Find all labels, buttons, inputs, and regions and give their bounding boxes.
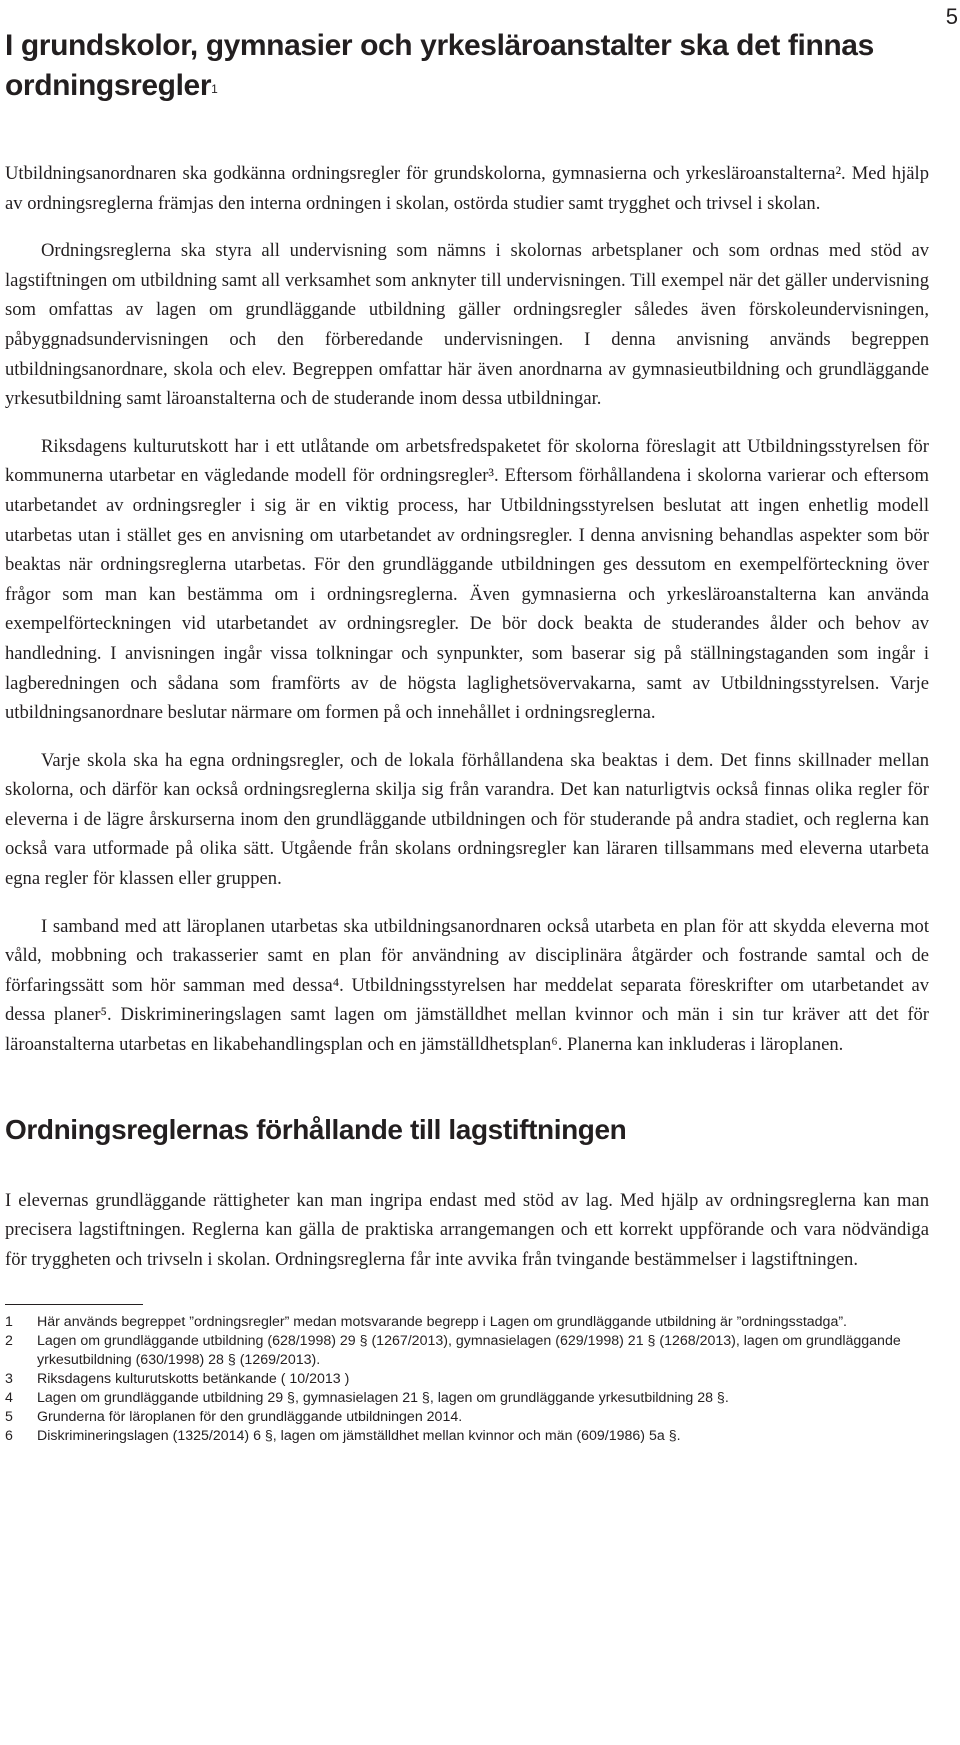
footnote-text: Grunderna för läroplanen för den grundläggande utbildningen 2014. [37,1409,463,1426]
footnote-text: Lagen om grundläggande utbildning 29 §, gymnasielagen 21 §, lagen om grundläggande yrkesutbildning 28 §. [37,1390,729,1407]
footnote-number: 2 [5,1333,13,1350]
footnote-item [5,1389,929,1408]
paragraph-school-rules: Varje skola ska ha egna ordningsregler, och de lokala förhållandena ska beaktas i dem. Det finns skillnader mellan skolorna, och därför kan också ordningsreglerna skilja sig från varandra. Det kan naturligtvis också finnas olika regler för eleverna i de lägre årskurserna inom den grundläggande utbildningen och för studerande på andra stadiet, och reglerna kan också vara utformade på olika sätt. Utgående från skolans ordningsregler kan läraren tillsammans med eleverna utarbeta egna regler för klassen eller gruppen. [5,749,929,890]
page-number: 5 [945,4,958,29]
footnote-item [5,1370,929,1389]
paragraph-scope: Ordningsreglerna ska styra all undervisning som nämns i skolornas arbetsplaner och som ordnas med stöd av lagstiftningen om utbildning samt all verksamhet som anknyter till undervisningen. Till exempel när det gäller undervisning som omfattas av lagen om grundläggande utbildning gäller ordningsregler således även förskoleundervisningen, påbyggnadsundervisningen och den förberedande undervisningen. I denna anvisning används begreppen utbildningsanordnare, skola och elev. Begreppen omfattar här även anordnarna av gymnasieutbildning och grundläggande yrkesutbildning samt läroanstalterna och de studerande inom dessa utbildningar. [5,240,929,410]
paragraph-kulturutskott: Riksdagens kulturutskott har i ett utlåtande om arbetsfredspaketet för skolorna föreslagit att Utbildningsstyrelsen för kommunerna utarbetar en vägledande modell för ordningsregler³. Eftersom förhållandena i skolorna varierar och eftersom utarbetandet av ordningsregler i sig är en viktig process, har Utbildningsstyrelsen beslutat att ingen enhetlig modell utarbetas utan i stället ges en anvisning om utarbetandet av ordningsregler. I denna anvisning behandlas aspekter som bör beaktas när ordningsreglerna utarbetas. För den grundläggande utbildningen ges dessutom en exempelförteckning över frågor som man kan bestämma om i ordningsreglerna. Även gymnasierna och yrkesläroanstalterna kan använda exempelförteckningen vid utarbetandet av ordningsregler. De bör dock beakta de studerandes ålder och behov av handledning. I anvisningen ingår vissa tolkningar och synpunkter, som baserar sig på ställningstaganden som ingår i lagberedningen och sådana som framförts av de högsta laglighetsövervakarna, samt av Utbildningsstyrelsen. Varje utbildningsanordnare beslutar närmare om formen på och innehållet i ordningsreglerna. [5,435,929,724]
footnote-item [5,1313,929,1332]
paragraph-plans: I samband med att läroplanen utarbetas ska utbildningsanordnaren också utarbeta en plan för att skydda eleverna mot våld, mobbning och trakasserier samt en plan för användning av disciplinära åtgärder och fostrande samtal och de förfaringssätt som hör samman med dessa⁴. Utbildningsstyrelsen har meddelat separata föreskrifter om utarbetandet av dessa planer⁵. Diskrimineringslagen samt lagen om jämställdhet mellan kvinnor och män i sin tur kräver att det för läroanstalterna utarbetas en likabehandlingsplan och en jämställdhetsplan⁶. Planerna kan inkluderas i läroplanen. [5,915,929,1056]
footnote-number: 5 [5,1409,13,1426]
footnote-number: 3 [5,1371,13,1388]
section-heading-ordningsregler [5,26,929,111]
footnote-text: Diskrimineringslagen (1325/2014) 6 §, lagen om jämställdhet mellan kvinnor och män (609/1986) 5a §. [37,1428,681,1445]
footnote-number: 4 [5,1390,13,1407]
heading-text: I grundskolor, gymnasier och yrkesläroanstalter ska det finnas ordningsregler [5,29,874,102]
footnote-number: 1 [5,1314,13,1331]
footnote-number: 6 [5,1428,13,1445]
paragraph-rights: I elevernas grundläggande rättigheter kan man ingripa endast med stöd av lag. Med hjälp av ordningsreglerna kan man precisera lagstiftningen. Reglerna kan gälla de praktiska arrangemangen och ett korrekt uppförande och vara nödvändiga för tryggheten och trivseln i skolan. Ordningsreglerna får inte avvika från tvingande bestämmelser i lagstiftningen. [5,1189,929,1270]
footnote-item [5,1332,929,1370]
document-body [5,26,929,1446]
footnotes [5,1313,929,1446]
footnote-item [5,1408,929,1427]
footnote-divider [5,1304,143,1305]
footnote-text: Lagen om grundläggande utbildning (628/1998) 29 § (1267/2013), gymnasielagen (629/1998) 21 § (1268/2013), lagen om grundläggande yrkesutbildning (630/1998) 28 § (1269/2013). [37,1333,901,1369]
footnote-text: Här används begreppet ”ordningsregler” medan motsvarande begrepp i Lagen om grundläggande utbildning är ”ordningsstadga”. [37,1314,847,1331]
section-heading-lagstiftning: Ordningsreglernas förhållande till lagstiftningen [5,1113,627,1145]
paragraph-intro: Utbildningsanordnaren ska godkänna ordningsregler för grundskolorna, gymnasierna och yrkesläroanstalterna². Med hjälp av ordningsreglerna främjas den interna ordningen i skolan, ostörda studier samt trygghet och trivsel i skolan. [5,163,929,214]
footnote-ref: 1 [211,82,218,96]
footnote-text: Riksdagens kulturutskotts betänkande ( 10/2013 ) [37,1371,350,1388]
footnote-item [5,1427,929,1446]
